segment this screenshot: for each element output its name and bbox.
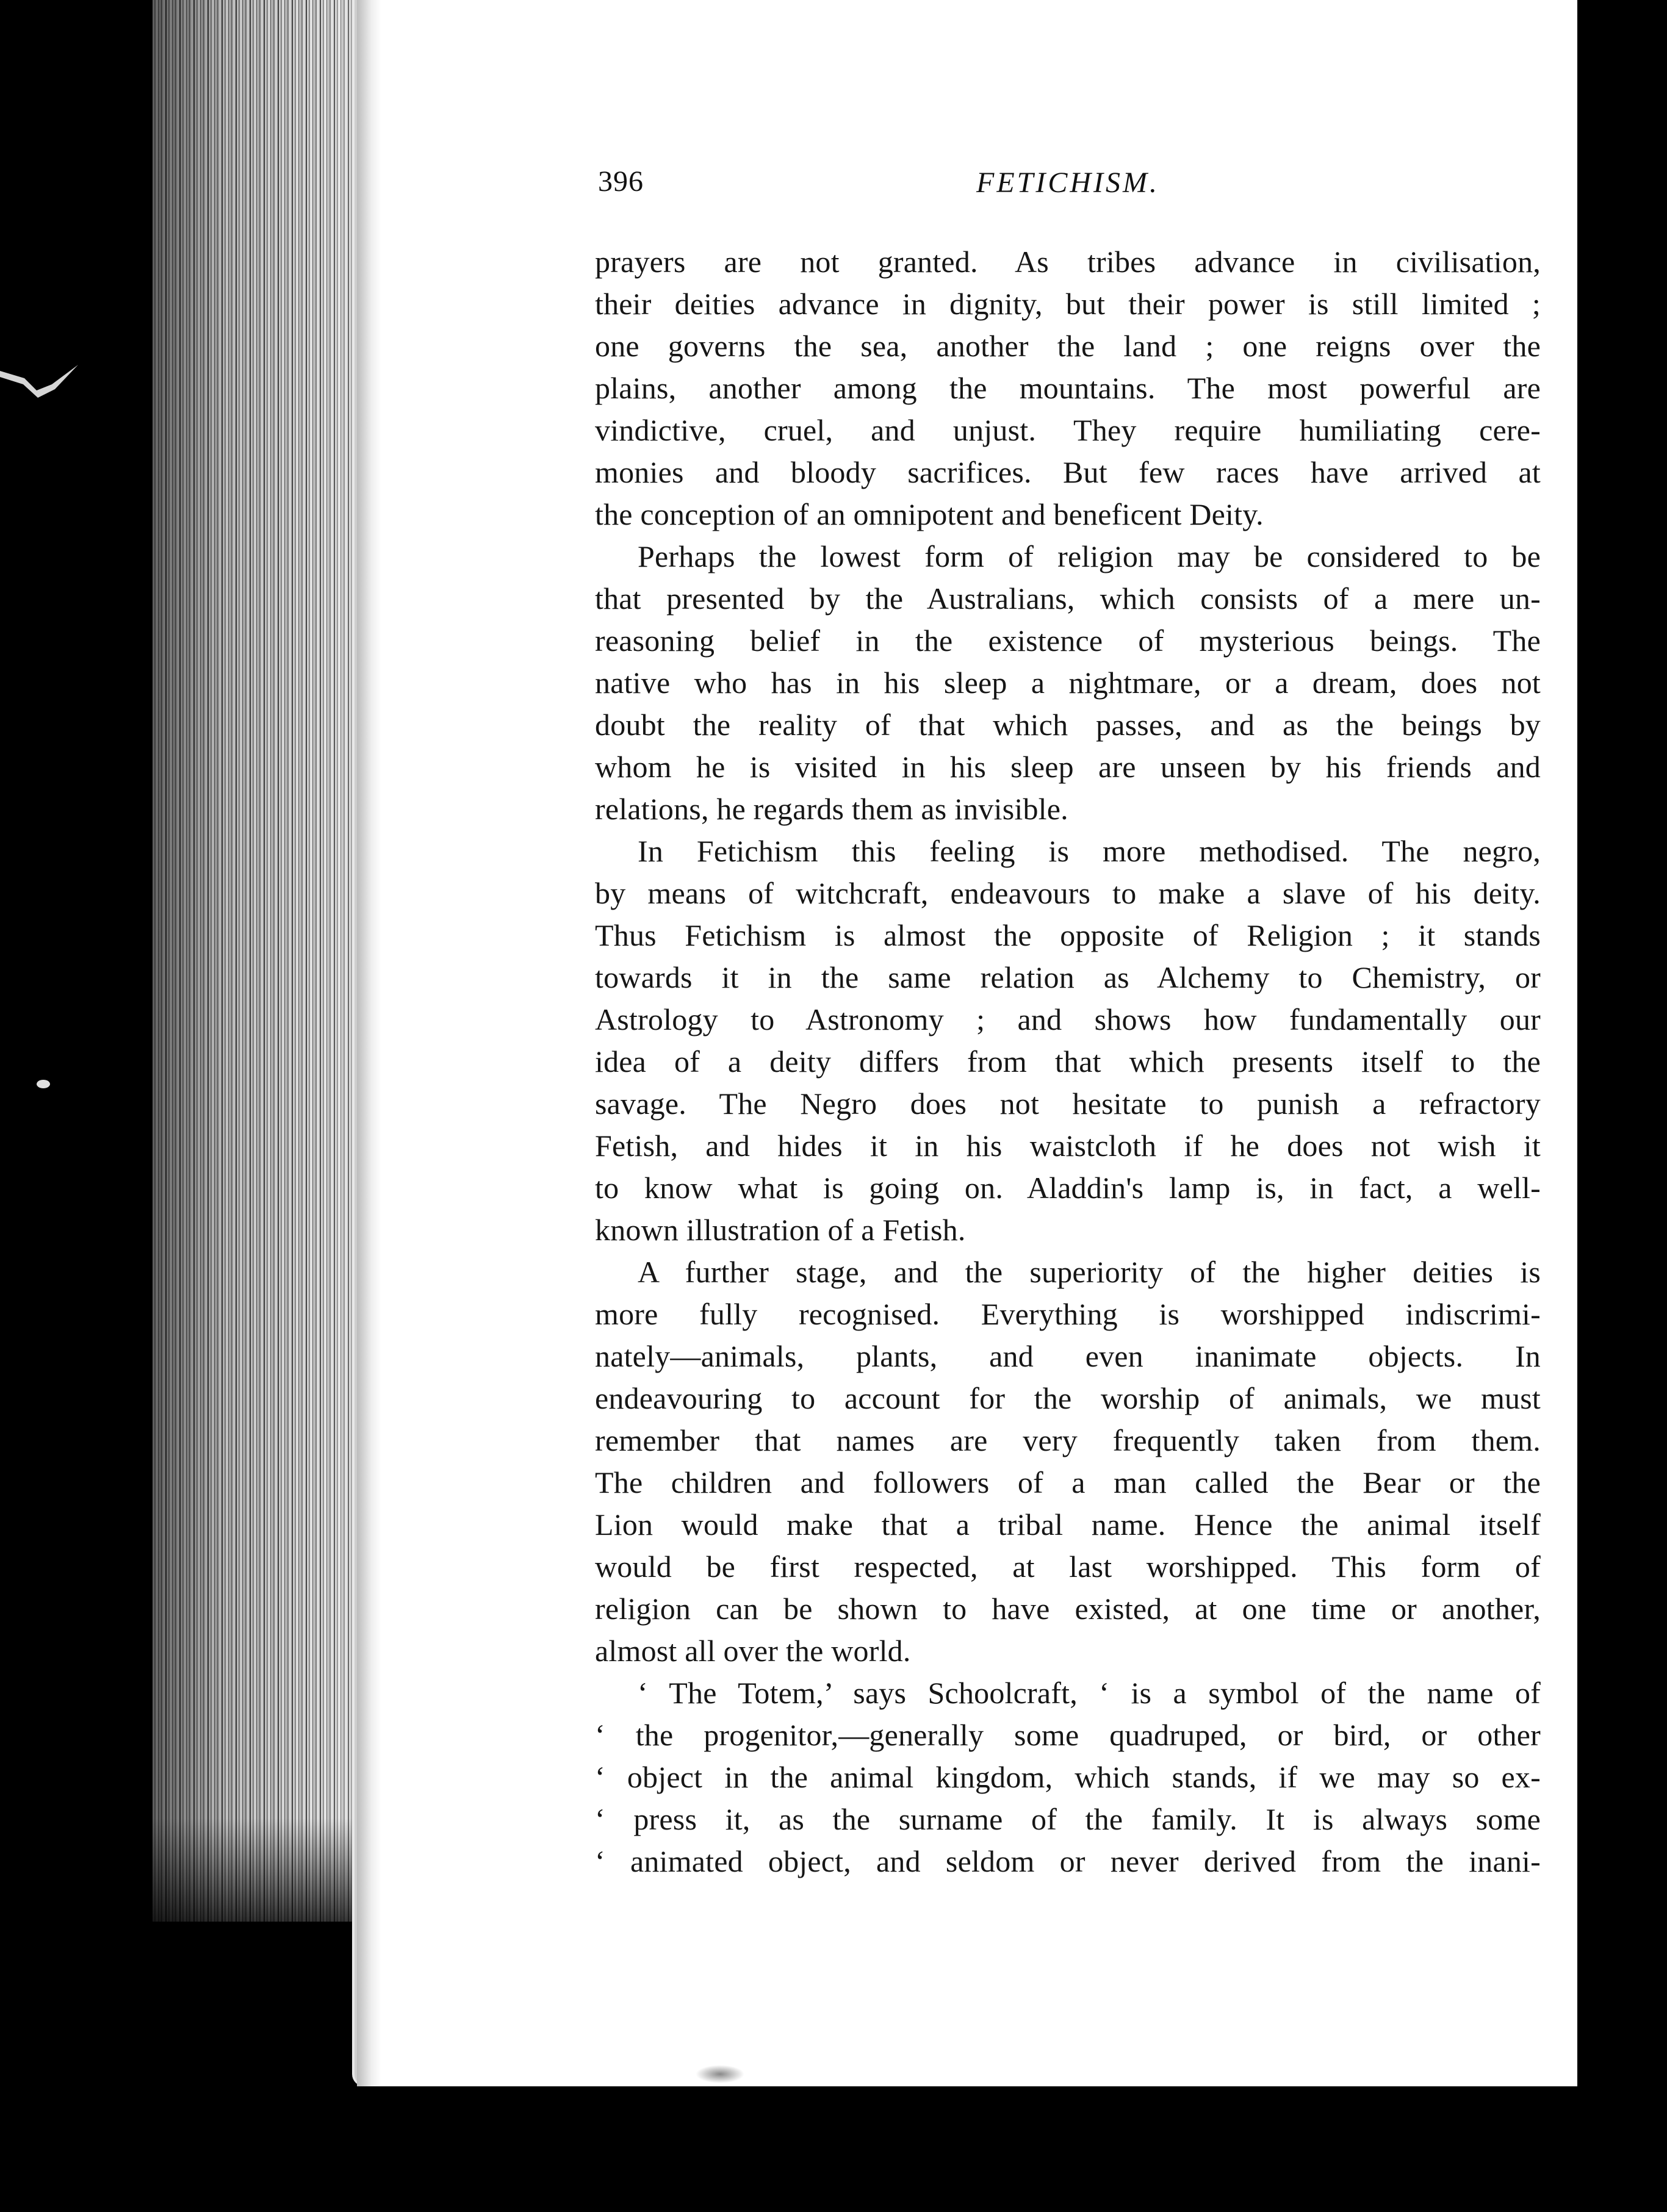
text-line: plains, another among the mountains. The most powerful are bbox=[595, 371, 1541, 405]
text-line: their deities advance in dignity, but their power is still limited ; bbox=[595, 287, 1541, 321]
page-gutter-shadow bbox=[357, 0, 381, 2086]
text-line: whom he is visited in his sleep are unseen by his friends and bbox=[595, 750, 1541, 784]
text-line: vindictive, cruel, and unjust. They require humiliating cere- bbox=[595, 413, 1541, 447]
text-line: almost all over the world. bbox=[595, 1634, 911, 1668]
text-line: towards it in the same relation as Alchemy to Chemistry, or bbox=[595, 960, 1541, 994]
text-line: more fully recognised. Everything is worshipped indiscrimi- bbox=[595, 1297, 1541, 1331]
page-smudge bbox=[696, 2065, 744, 2083]
text-line: native who has in his sleep a nightmare, or a dream, does not bbox=[595, 666, 1541, 700]
text-line: ‘ the progenitor,—generally some quadruped, or bird, or other bbox=[595, 1718, 1541, 1752]
text-line: would be first respected, at last worshipped. This form of bbox=[595, 1549, 1541, 1584]
text-line: ‘ animated object, and seldom or never derived from the inani- bbox=[595, 1844, 1541, 1878]
paragraph bbox=[595, 241, 1541, 536]
page-number: 396 bbox=[598, 165, 644, 198]
text-line: that presented by the Australians, which consists of a mere un- bbox=[595, 581, 1541, 616]
running-head-title: FETICHISM. bbox=[976, 167, 1159, 199]
paragraph bbox=[595, 1251, 1541, 1672]
text-line: monies and bloody sacrifices. But few races have arrived at bbox=[595, 455, 1541, 489]
page-edges-shadow bbox=[153, 0, 360, 1922]
text-line: ‘ press it, as the surname of the family. It is always some bbox=[595, 1802, 1541, 1836]
text-line: the conception of an omnipotent and beneficent Deity. bbox=[595, 497, 1264, 531]
text-line: ‘ object in the animal kingdom, which stands, if we may so ex- bbox=[595, 1760, 1541, 1794]
running-head bbox=[598, 165, 1538, 214]
text-line: Perhaps the lowest form of religion may be considered to be bbox=[638, 539, 1541, 573]
text-line: one governs the sea, another the land ; one reigns over the bbox=[595, 329, 1541, 363]
text-line: religion can be shown to have existed, at one time or another, bbox=[595, 1592, 1541, 1626]
text-line: prayers are not granted. As tribes advance in civilisation, bbox=[595, 245, 1541, 279]
text-line: ‘ The Totem,’ says Schoolcraft, ‘ is a symbol of the name of bbox=[638, 1676, 1541, 1710]
paragraph bbox=[595, 536, 1541, 830]
paragraph bbox=[595, 830, 1541, 1251]
text-line: The children and followers of a man called the Bear or the bbox=[595, 1465, 1541, 1499]
text-line: nately—animals, plants, and even inanimate objects. In bbox=[595, 1339, 1541, 1373]
text-line: Astrology to Astronomy ; and shows how fundamentally our bbox=[595, 1002, 1541, 1036]
text-line: endeavouring to account for the worship of animals, we must bbox=[595, 1381, 1541, 1415]
text-line: relations, he regards them as invisible. bbox=[595, 792, 1068, 826]
margin-dot-mark bbox=[37, 1080, 50, 1088]
margin-arrow-mark bbox=[0, 360, 79, 403]
text-line: Lion would make that a tribal name. Hence the animal itself bbox=[595, 1507, 1541, 1542]
text-line: idea of a deity differs from that which presents itself to the bbox=[595, 1044, 1541, 1079]
text-line: Fetish, and hides it in his waistcloth if he does not wish it bbox=[595, 1129, 1541, 1163]
text-line: by means of witchcraft, endeavours to make a slave of his deity. bbox=[595, 876, 1541, 910]
text-line: In Fetichism this feeling is more methodised. The negro, bbox=[638, 834, 1541, 868]
text-line: to know what is going on. Aladdin's lamp is, in fact, a well- bbox=[595, 1171, 1541, 1205]
quotation-paragraph bbox=[595, 1672, 1541, 1883]
text-line: A further stage, and the superiority of the higher deities is bbox=[638, 1255, 1541, 1289]
text-line: savage. The Negro does not hesitate to punish a refractory bbox=[595, 1086, 1541, 1121]
page-edges-bottom-shadow bbox=[153, 1818, 372, 1934]
text-line: doubt the reality of that which passes, and as the beings by bbox=[595, 708, 1541, 742]
text-line: known illustration of a Fetish. bbox=[595, 1213, 966, 1247]
text-line: remember that names are very frequently taken from them. bbox=[595, 1423, 1541, 1457]
body-text bbox=[595, 241, 1541, 1883]
text-line: Thus Fetichism is almost the opposite of Religion ; it stands bbox=[595, 918, 1541, 952]
text-line: reasoning belief in the existence of mysterious beings. The bbox=[595, 623, 1541, 658]
